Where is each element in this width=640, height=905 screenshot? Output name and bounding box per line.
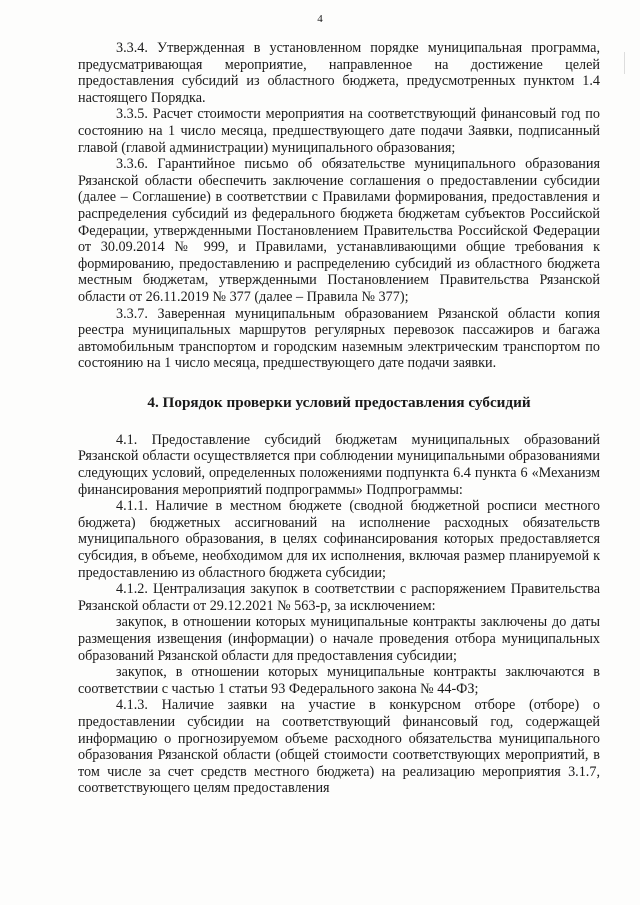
paragraph-4-1-1: 4.1.1. Наличие в местном бюджете (сводной бюджетной росписи местного бюджета) бюджетных ассигнований на исполнение расходных обязательств муниципального образования, в целях софинансирования которых предоставляется субсидия, в объеме, необходимом для их исполнения, включая размер планируемой к предоставлению из областного бюджета субсидии; <box>78 498 600 581</box>
paragraph-4-1-2: 4.1.2. Централизация закупок в соответствии с распоряжением Правительства Рязанской области от 29.12.2021 № 563-р, за исключением: <box>78 581 600 614</box>
page-number: 4 <box>317 13 323 25</box>
paragraph-3-3-7: 3.3.7. Заверенная муниципальным образованием Рязанской области копия реестра муниципальных маршрутов регулярных перевозок пассажиров и багажа автомобильным транспортом и городским наземным электрическим транспортом по состоянию на 1 число месяца, предшествующего дате подачи заявки. <box>78 305 600 372</box>
paragraph-3-3-6: 3.3.6. Гарантийное письмо об обязательстве муниципального образования Рязанской области обеспечить заключение соглашения о предоставлении субсидии (далее – Соглашение) в соответствии с Правилами формирования, предоставления и распределения субсидий из федерального бюджета бюджетам субъектов Российской Федерации, утвержденными Постановлением Правительства Российской Федерации от 30.09.2014 № 999, и Правилами, устанавливающими общие требования к формированию, предоставлению и распределению субсидий из областного бюджета местным бюджетам, утвержденными Постановлением Правительства Рязанской области от 26.11.2019 № 377 (далее – Правила № 377); <box>78 156 600 305</box>
paragraph-4-1: 4.1. Предоставление субсидий бюджетам муниципальных образований Рязанской области осуществляется при соблюдении муниципальными образованиями следующих условий, определенных положениями подпункта 6.4 пункта 6 «Механизм финансирования мероприятий подпрограммы» Подпрограммы: <box>78 431 600 498</box>
section-heading: 4. Порядок проверки условий предоставления субсидий <box>147 393 531 411</box>
exception-item-2: закупок, в отношении которых муниципальные контракты заключаются в соответствии с частью 1 статьи 93 Федерального закона № 44-ФЗ; <box>78 664 600 697</box>
document-body <box>78 40 600 797</box>
paragraph-3-3-5: 3.3.5. Расчет стоимости мероприятия на соответствующий финансовый год по состоянию на 1 число месяца, предшествующего дате подачи Заявки, подписанный главой (главой администрации) муниципального образования; <box>78 106 600 156</box>
margin-mark <box>624 52 635 74</box>
paragraph-3-3-4: 3.3.4. Утвержденная в установленном порядке муниципальная программа, предусматривающая мероприятие, направленное на достижение целей предоставления субсидий из областного бюджета, предусмотренных пунктом 1.4 настоящего Порядка. <box>78 40 600 106</box>
exception-item-1: закупок, в отношении которых муниципальные контракты заключены до даты размещения извещения (информации) о начале проведения отбора муниципальных образований Рязанской области для предоставления субсидии; <box>78 614 600 664</box>
paragraph-4-1-3: 4.1.3. Наличие заявки на участие в конкурсном отборе (отборе) о предоставлении субсидии на соответствующий финансовый год, содержащей информацию о прогнозируемом объеме расходного обязательства муниципального образования Рязанской области (общей стоимости соответствующих мероприятий, в том числе за счет средств местного бюджета) на реализацию мероприятия 3.1.7, соответствующего целям предоставления <box>78 697 600 797</box>
